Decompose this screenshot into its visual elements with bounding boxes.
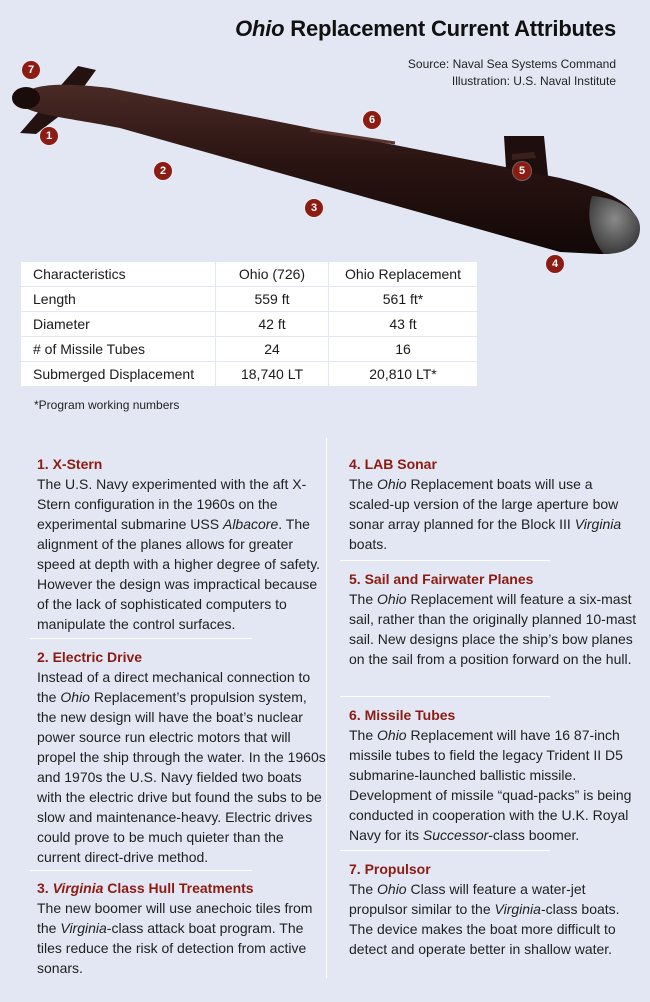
propulsor <box>12 87 40 109</box>
marker-5: 5 <box>513 162 531 180</box>
section-hull-treatments <box>37 880 327 978</box>
characteristics-table <box>21 262 477 386</box>
section-sail-planes <box>349 571 639 669</box>
table-header-row <box>21 262 477 287</box>
body-italic: Successor <box>422 827 489 843</box>
section-lab-sonar <box>349 456 639 554</box>
body-text: The U.S. Navy experimented with the aft X-Stern configuration in the 1960s on the experimental submarine USS <box>37 476 307 532</box>
submarine-illustration <box>0 50 650 260</box>
body-text: Replacement boats will use a scaled-up version of the large aperture bow sonar array planned for the Block III <box>349 476 619 532</box>
body-text: -class attack boat program. The tiles reduce the risk of detection from active sonars. <box>37 920 307 976</box>
section-body <box>349 879 639 959</box>
table-header-cell: Ohio Replacement <box>329 262 477 287</box>
table-header-cell: Characteristics <box>21 262 216 287</box>
table-cell: 20,810 LT* <box>369 366 437 382</box>
table-cell: 16 <box>329 337 477 362</box>
body-text: The new boomer will use anechoic tiles from the <box>37 900 313 936</box>
body-text: Replacement’s propulsion system, the new design will have the boat’s nuclear power source run electric motors that will propel the ship through the water. In the 1960s and 1970s the U.S. Navy fielded two boats with the electric drive but found the subs to be slow and maintenance-heavy. Electric drives could prove to be much quieter than the current direct-drive method. <box>37 689 326 865</box>
table-cell: Length <box>21 287 216 312</box>
table-footnote: *Program working numbers <box>34 398 180 412</box>
section-title: 7. Propulsor <box>349 861 431 877</box>
marker-2: 2 <box>154 162 172 180</box>
section-body <box>37 474 327 634</box>
section-missile-tubes <box>349 707 639 845</box>
section-propulsor <box>349 861 639 959</box>
body-italic: Ohio <box>377 476 407 492</box>
body-text: The <box>349 881 378 897</box>
body-text: -class boats. The device makes the boat more difficult to detect and operate better in shallow water. <box>349 901 620 957</box>
illustration-line: Illustration: U.S. Naval Institute <box>451 74 616 88</box>
title-number: 3. <box>37 880 53 896</box>
section-title <box>37 880 327 896</box>
section-rule <box>30 870 252 871</box>
table-header-cell: Ohio (726) <box>216 262 329 287</box>
section-title: 6. Missile Tubes <box>349 707 456 723</box>
marker-1: 1 <box>40 127 58 145</box>
table-cell: 24 <box>216 337 329 362</box>
section-title: 5. Sail and Fairwater Planes <box>349 571 534 587</box>
page-title <box>235 16 616 42</box>
table-row <box>21 312 477 337</box>
section-title: 1. X-Stern <box>37 456 103 472</box>
source-line: Source: Naval Sea Systems Command <box>407 57 616 71</box>
table-row <box>21 362 477 386</box>
table-cell: Submerged Displacement <box>21 362 216 386</box>
section-body <box>37 898 327 978</box>
body-italic: Ohio <box>377 727 407 743</box>
section-body <box>37 667 327 867</box>
table-cell: 18,740 LT <box>216 362 329 386</box>
section-rule <box>340 560 550 561</box>
table-cell: 561 ft* <box>329 287 477 312</box>
title-italic: Virginia <box>52 880 104 896</box>
marker-3: 3 <box>305 199 323 217</box>
section-title: 2. Electric Drive <box>37 649 143 665</box>
body-italic: Ohio <box>377 591 407 607</box>
body-italic: Virginia <box>494 901 541 917</box>
table-cell: 42 ft <box>216 312 329 337</box>
section-title: 4. LAB Sonar <box>349 456 437 472</box>
table-cell: 559 ft <box>216 287 329 312</box>
section-body <box>349 474 639 554</box>
title-rest: Replacement Current Attributes <box>284 16 616 41</box>
section-x-stern <box>37 456 327 634</box>
section-rule <box>30 638 252 639</box>
table-cell: 43 ft <box>329 312 477 337</box>
body-text: boats. <box>349 536 388 552</box>
marker-6: 6 <box>363 111 381 129</box>
table-row <box>21 337 477 362</box>
body-text: The <box>349 591 378 607</box>
body-text: Instead of a direct mechanical connection to the <box>37 669 311 705</box>
body-text: . The alignment of the planes allows for greater speed at depth with a higher degree of safety. However the design was impractical because of the lack of sophisticated computers to manipulate the control surfaces. <box>37 516 321 632</box>
table-row <box>21 287 477 312</box>
body-text: Replacement will have 16 87-inch missile tubes to field the legacy Trident II D5 submarine-launched ballistic missile. Development of missile “quad-packs” is being conducted in cooperation with the U.K. Royal Navy for its <box>349 727 632 843</box>
body-text: Class will feature a water-jet propulsor similar to the <box>349 881 586 917</box>
marker-7: 7 <box>22 61 40 79</box>
body-italic: Ohio <box>60 689 90 705</box>
section-rule <box>340 850 550 851</box>
body-italic: Virginia <box>60 920 107 936</box>
section-rule <box>340 696 550 697</box>
table-cell: # of Missile Tubes <box>21 337 216 362</box>
body-text: Replacement will feature a six-mast sail, rather than the originally planned 10-mast sail. New designs place the ship’s bow planes on the sail from a position forward on the hull. <box>349 591 637 667</box>
body-text: The <box>349 727 378 743</box>
body-text: -class boomer. <box>488 827 580 843</box>
body-italic: Virginia <box>574 516 622 532</box>
title-italic: Ohio <box>235 16 285 41</box>
section-body <box>349 725 639 845</box>
body-text: The <box>349 476 378 492</box>
body-italic: Ohio <box>377 881 407 897</box>
title-rest: Class Hull Treatments <box>103 880 254 896</box>
marker-4: 4 <box>546 255 564 273</box>
section-body <box>349 589 639 669</box>
table-cell: Diameter <box>21 312 216 337</box>
section-electric-drive <box>37 649 327 867</box>
body-italic: Albacore <box>222 516 279 532</box>
